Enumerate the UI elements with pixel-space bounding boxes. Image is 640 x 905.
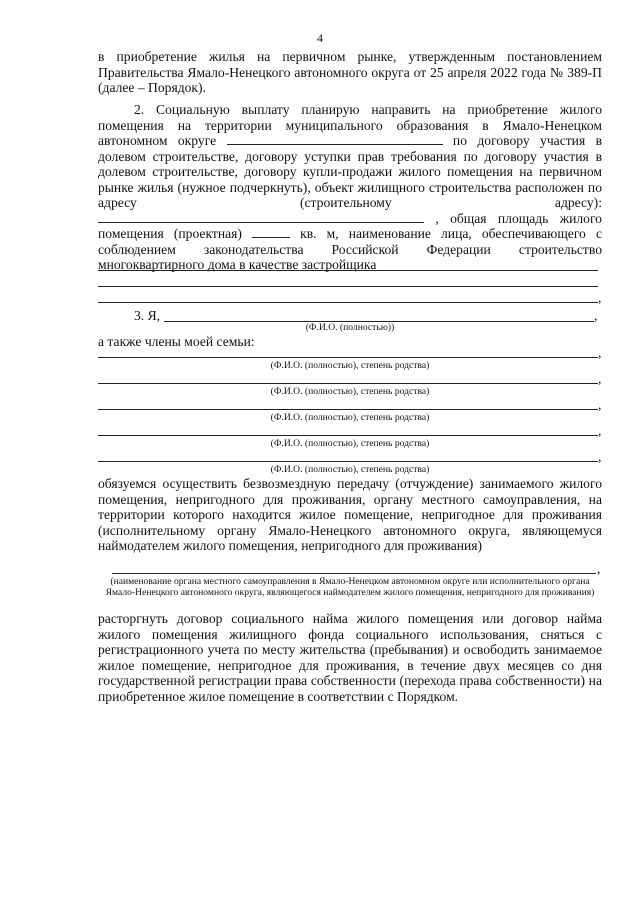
paragraph-2-text-b: по договору участия в долевом строительстве, договору уступки прав требования по договору участия в долевом строительстве, договору купли-продажи жилого помещения на первичном рынке жилья (нужное подчеркнуть), объект жилищного строительства расположен по адресу (строительному адресу):	[98, 133, 603, 210]
developer-line-3[interactable]	[98, 302, 598, 303]
paragraph-2	[98, 102, 602, 273]
address-field[interactable]	[98, 211, 424, 223]
line-end-comma: ,	[598, 290, 602, 305]
family-member-caption-4: (Ф.И.О. (полностью), степень родства)	[270, 438, 430, 449]
paragraph-2-block	[98, 102, 602, 273]
paragraph-2-text-a: 2. Социальную выплату планирую направить на приобретение жилого помещения на территории муниципального образования в Ямало-Ненецком автономном округе	[98, 102, 602, 148]
paragraph-1-text: в приобретение жилья на первичном рынке, утвержденным постановлением Правительства Ямало-Ненецкого автономного округа от 25 апреля 2022 года № 389-П (далее – Порядок).	[98, 49, 602, 95]
family-member-field-4[interactable]	[98, 435, 598, 436]
fio-caption: (Ф.И.О. (полностью))	[305, 322, 395, 333]
family-member-caption-1: (Ф.И.О. (полностью), степень родства)	[270, 360, 430, 371]
paragraph-4	[98, 476, 602, 554]
municipality-field[interactable]	[227, 133, 443, 145]
paragraph-5	[98, 611, 602, 704]
family-member-caption-5: (Ф.И.О. (полностью), степень родства)	[270, 464, 430, 475]
paragraph-5-text: расторгнуть договор социального найма жилого помещения или договор найма жилого помещения жилищного фонда социального использования, сняться с регистрационного учета по месту жительства (пребывания) и освободить занимаемое жилое помещение, непригодное для проживания, в течение двух месяцев со дня государственной регистрации права собственности (перехода права собственности) на приобретенное жилое помещение в соответствии с Порядком.	[98, 611, 602, 704]
family-intro: а также члены моей семьи:	[98, 334, 255, 349]
area-field[interactable]	[252, 226, 290, 238]
family-member-field-3[interactable]	[98, 409, 598, 410]
page-number: 4	[317, 31, 323, 45]
paragraph-4-text: обязуемся осуществить безвозмездную передачу (отчуждение) занимаемого жилого помещения, непригодного для проживания, органу местного самоуправления, на территории которого находится жилое помещение, непригодное для проживания (исполнительному органу Ямало-Ненецкого автономного округа, являющемуся наймодателем жилого помещения, непригодного для проживания)	[98, 476, 602, 553]
paragraph-1	[98, 49, 602, 96]
family-member-caption-2: (Ф.И.О. (полностью), степень родства)	[270, 386, 430, 397]
paragraph-2-text-d: кв. м, наименование лица, обеспечивающего с соблюдением законодательства Российской Федерации строительство многоквартирного дома в качестве застройщика	[98, 226, 602, 272]
family-member-field-5[interactable]	[98, 461, 598, 462]
organ-name-caption: (наименование органа местного самоуправления в Ямало-Ненецком автономном округе или исполнительного органа Ямало-Ненецкого автономного округа, являющегося наймодателем жилого помещения, непригодного для проживания)	[105, 576, 595, 598]
developer-line-1[interactable]	[98, 270, 598, 271]
organ-name-field[interactable]	[112, 573, 596, 574]
paragraph-3-label: 3. Я,	[134, 308, 161, 323]
family-member-caption-3: (Ф.И.О. (полностью), степень родства)	[270, 412, 430, 423]
document-page: 4 в приобретение жилья на первичном рынке, утвержденным постановлением Правительства Ямало-Ненецкого автономного округа от 25 апреля 2022 года № 389-П (далее – Порядок). 2. Социальную выплату планирую направить на приобретение жилого помещения на территории муниципального образования в Ямало-Ненецком автономном округе по договору участия в долевом строительстве, договору уступки прав требования по договору участия в долевом строительстве, договору купли-продажи жилого помещения на первичном рынке жилья (нужное подчеркнуть), объект жилищного строительства расположен по адресу (строительному адресу): , общая площадь жилого помещения (проектная) кв. м, наименование лица, обеспечивающего с соблюдением законодательства Российской Федерации строительство многоквартирного дома в качестве застройщика , 3. Я, , (Ф.И.О. (полностью)) а также члены моей семьи: , (Ф.И.О. (полностью), степень родства) , (Ф.И.О. (полностью), степень родства) , (Ф.И.О. (полностью), степень родства) , (Ф.И.О. (полностью), степень родства) , (Ф.И.О. (полностью), степень родства) обязуемся осуществить безвозмездную передачу (отчуждение) занимаемого жилого помещения, непригодного для проживания, органу местного самоуправления, на территории которого находится жилое помещение, непригодное для проживания (исполнительному органу Ямало-Ненецкого автономного округа, являющемуся наймодателем жилого помещения, непригодного для проживания) , (наименование органа местного самоуправления в Ямало-Ненецком автономном округе или исполнительного органа Ямало-Ненецкого автономного округа, являющегося наймодателем жилого помещения, непригодного для проживания) расторгнуть договор социального найма жилого помещения или договор найма жилого помещения жилищного фонда социального использования, сняться с регистрационного учета по месту жительства (пребывания) и освободить занимаемое жилое помещение, непригодное для проживания, в течение двух месяцев со дня государственной регистрации права собственности (перехода права собственности) на приобретенное жилое помещение в соответствии с Порядком.	[0, 0, 640, 905]
family-member-field-1[interactable]	[98, 357, 598, 358]
family-member-field-2[interactable]	[98, 383, 598, 384]
developer-line-2[interactable]	[98, 286, 598, 287]
paragraph-2-text-c: , общая площадь жилого помещения (проектная)	[98, 210, 602, 241]
